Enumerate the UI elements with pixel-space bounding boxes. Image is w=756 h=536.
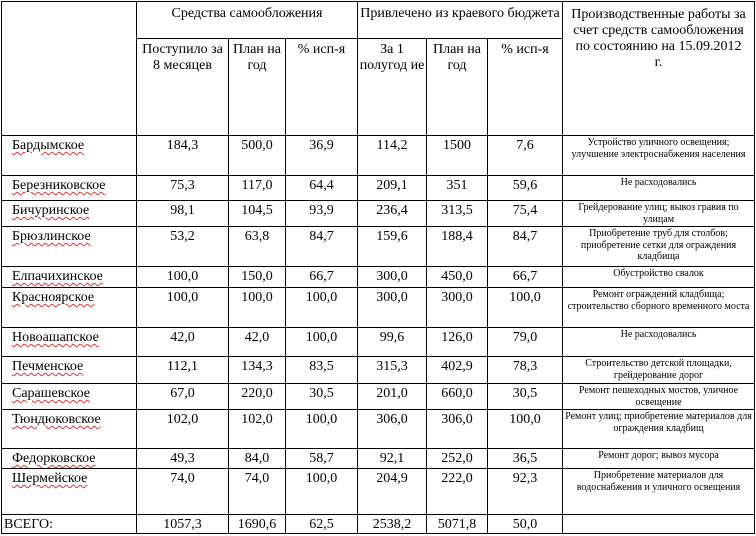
percent-value: 30,5: [286, 384, 358, 410]
percent-value: 83,5: [286, 357, 358, 384]
table-row: [2, 288, 755, 328]
settlement-name: [2, 176, 137, 201]
settlement-name: [2, 469, 137, 515]
percent-value: 100,0: [286, 328, 358, 357]
percent-value: 66,7: [286, 267, 358, 288]
plan-value: 220,0: [229, 384, 286, 410]
settlement-name: [2, 227, 137, 267]
works-description: Ремонт дорог; вывоз мусора: [563, 449, 755, 469]
regional-plan-value: 313,5: [427, 201, 488, 227]
regional-percent-value: 30,5: [488, 384, 563, 410]
table-row: [2, 449, 755, 469]
header-percent-1: % исп-я: [286, 39, 358, 136]
settlement-name: [2, 136, 137, 176]
works-description: Устройство уличного освещения; улучшение электроснабжения населения: [563, 136, 755, 176]
settlement-name-text: Шермейское: [12, 471, 88, 486]
regional-value: 315,3: [358, 357, 427, 384]
table-row: [2, 410, 755, 449]
settlement-name: [2, 201, 137, 227]
header-name-cell: [2, 2, 137, 136]
plan-value: 42,0: [229, 328, 286, 357]
total-label: ВСЕГО:: [2, 515, 137, 534]
percent-value: 93,9: [286, 201, 358, 227]
settlement-name: [2, 410, 137, 449]
regional-percent-value: 78,3: [488, 357, 563, 384]
settlement-name: [2, 288, 137, 328]
regional-value: 114,2: [358, 136, 427, 176]
works-description: Приобретение труб для столбов; приобретение сетки для ограждения кладбища: [563, 227, 755, 267]
percent-value: 100,0: [286, 288, 358, 328]
received-value: 74,0: [137, 469, 229, 515]
regional-plan-value: 300,0: [427, 288, 488, 328]
total-regional: 2538,2: [358, 515, 427, 534]
regional-percent-value: 59,6: [488, 176, 563, 201]
received-value: 49,3: [137, 449, 229, 469]
table-row: [2, 469, 755, 515]
received-value: 98,1: [137, 201, 229, 227]
works-description: Не расходовались: [563, 176, 755, 201]
regional-plan-value: 660,0: [427, 384, 488, 410]
plan-value: 84,0: [229, 449, 286, 469]
plan-value: 500,0: [229, 136, 286, 176]
works-description: Обустройство свалок: [563, 267, 755, 288]
total-regional-plan: 5071,8: [427, 515, 488, 534]
percent-value: 84,7: [286, 227, 358, 267]
header-received-8-months: Поступило за 8 месяцев: [137, 39, 229, 136]
settlement-name-text: Печменское: [12, 359, 84, 374]
header-self-taxation: Средства самообложения: [137, 2, 358, 39]
table-row: [2, 357, 755, 384]
received-value: 100,0: [137, 288, 229, 328]
plan-value: 104,5: [229, 201, 286, 227]
regional-plan-value: 450,0: [427, 267, 488, 288]
regional-percent-value: 84,7: [488, 227, 563, 267]
received-value: 102,0: [137, 410, 229, 449]
settlement-name-text: Бардымское: [12, 138, 85, 153]
percent-value: 58,7: [286, 449, 358, 469]
regional-value: 236,4: [358, 201, 427, 227]
header-half-year: За 1 полугод ие: [358, 39, 427, 136]
header-regional-budget: Привлечено из краевого бюджета: [358, 2, 563, 39]
percent-value: 64,4: [286, 176, 358, 201]
plan-value: 102,0: [229, 410, 286, 449]
works-description: Строительство детской площадки, грейдерование дорог: [563, 357, 755, 384]
settlement-name-text: Тюндюковское: [12, 412, 101, 427]
regional-value: 159,6: [358, 227, 427, 267]
self-taxation-table: [1, 1, 755, 534]
settlement-name: [2, 357, 137, 384]
table-row: [2, 384, 755, 410]
regional-value: 204,9: [358, 469, 427, 515]
received-value: 184,3: [137, 136, 229, 176]
received-value: 53,2: [137, 227, 229, 267]
works-description: Не расходовались: [563, 328, 755, 357]
regional-plan-value: 222,0: [427, 469, 488, 515]
header-plan-year-2: План на год: [427, 39, 488, 136]
settlement-name-text: Красноярское: [12, 290, 95, 305]
regional-value: 99,6: [358, 328, 427, 357]
settlement-name-text: Елпачихинское: [12, 269, 103, 284]
works-description: Ремонт улиц; приобретение материалов для ограждения кладбищ: [563, 410, 755, 449]
regional-value: 306,0: [358, 410, 427, 449]
regional-value: 201,0: [358, 384, 427, 410]
regional-value: 92,1: [358, 449, 427, 469]
regional-percent-value: 7,6: [488, 136, 563, 176]
table-row: [2, 267, 755, 288]
settlement-name: [2, 328, 137, 357]
plan-value: 63,8: [229, 227, 286, 267]
works-description: Ремонт пешеходных мостов, уличное освещение: [563, 384, 755, 410]
table-row: [2, 227, 755, 267]
settlement-name: [2, 384, 137, 410]
total-plan: 1690,6: [229, 515, 286, 534]
received-value: 67,0: [137, 384, 229, 410]
regional-value: 300,0: [358, 288, 427, 328]
settlement-name-text: Сарашевское: [12, 386, 90, 401]
works-description: Ремонт ограждений кладбища; строительство сборного временного моста: [563, 288, 755, 328]
percent-value: 36,9: [286, 136, 358, 176]
received-value: 75,3: [137, 176, 229, 201]
plan-value: 74,0: [229, 469, 286, 515]
regional-percent-value: 100,0: [488, 410, 563, 449]
regional-plan-value: 126,0: [427, 328, 488, 357]
regional-plan-value: 252,0: [427, 449, 488, 469]
settlement-name: [2, 449, 137, 469]
settlement-name-text: Березниковское: [12, 178, 106, 193]
regional-value: 209,1: [358, 176, 427, 201]
settlement-name-text: Бичуринское: [12, 203, 90, 218]
total-regional-percent: 50,0: [488, 515, 563, 534]
table-row: [2, 176, 755, 201]
header-plan-year-1: План на год: [229, 39, 286, 136]
percent-value: 100,0: [286, 410, 358, 449]
plan-value: 150,0: [229, 267, 286, 288]
table-row: [2, 201, 755, 227]
plan-value: 100,0: [229, 288, 286, 328]
received-value: 100,0: [137, 267, 229, 288]
percent-value: 100,0: [286, 469, 358, 515]
regional-plan-value: 188,4: [427, 227, 488, 267]
header-row-groups: [2, 2, 755, 39]
header-percent-2: % исп-я: [488, 39, 563, 136]
regional-percent-value: 66,7: [488, 267, 563, 288]
settlement-name-text: Федорковское: [12, 451, 96, 466]
regional-percent-value: 92,3: [488, 469, 563, 515]
regional-percent-value: 79,0: [488, 328, 563, 357]
settlement-name: [2, 267, 137, 288]
regional-value: 300,0: [358, 267, 427, 288]
regional-plan-value: 306,0: [427, 410, 488, 449]
works-description: Приобретение материалов для водоснабжения и уличного освещения: [563, 469, 755, 515]
regional-percent-value: 75,4: [488, 201, 563, 227]
works-description: Грейдерование улиц; вывоз гравия по улицам: [563, 201, 755, 227]
total-percent: 62,5: [286, 515, 358, 534]
plan-value: 134,3: [229, 357, 286, 384]
regional-plan-value: 1500: [427, 136, 488, 176]
regional-plan-value: 402,9: [427, 357, 488, 384]
regional-percent-value: 36,5: [488, 449, 563, 469]
table-row: [2, 328, 755, 357]
total-received: 1057,3: [137, 515, 229, 534]
total-works-empty: [563, 515, 755, 534]
received-value: 112,1: [137, 357, 229, 384]
regional-plan-value: 351: [427, 176, 488, 201]
header-production-works: Производственные работы за счет средств самообложения по состоянию на 15.09.2012 г.: [563, 2, 755, 136]
total-row: [2, 515, 755, 534]
settlement-name-text: Брюзлинское: [12, 229, 91, 244]
plan-value: 117,0: [229, 176, 286, 201]
received-value: 42,0: [137, 328, 229, 357]
settlement-name-text: Новоашапское: [12, 330, 99, 345]
regional-percent-value: 100,0: [488, 288, 563, 328]
table-row: [2, 136, 755, 176]
